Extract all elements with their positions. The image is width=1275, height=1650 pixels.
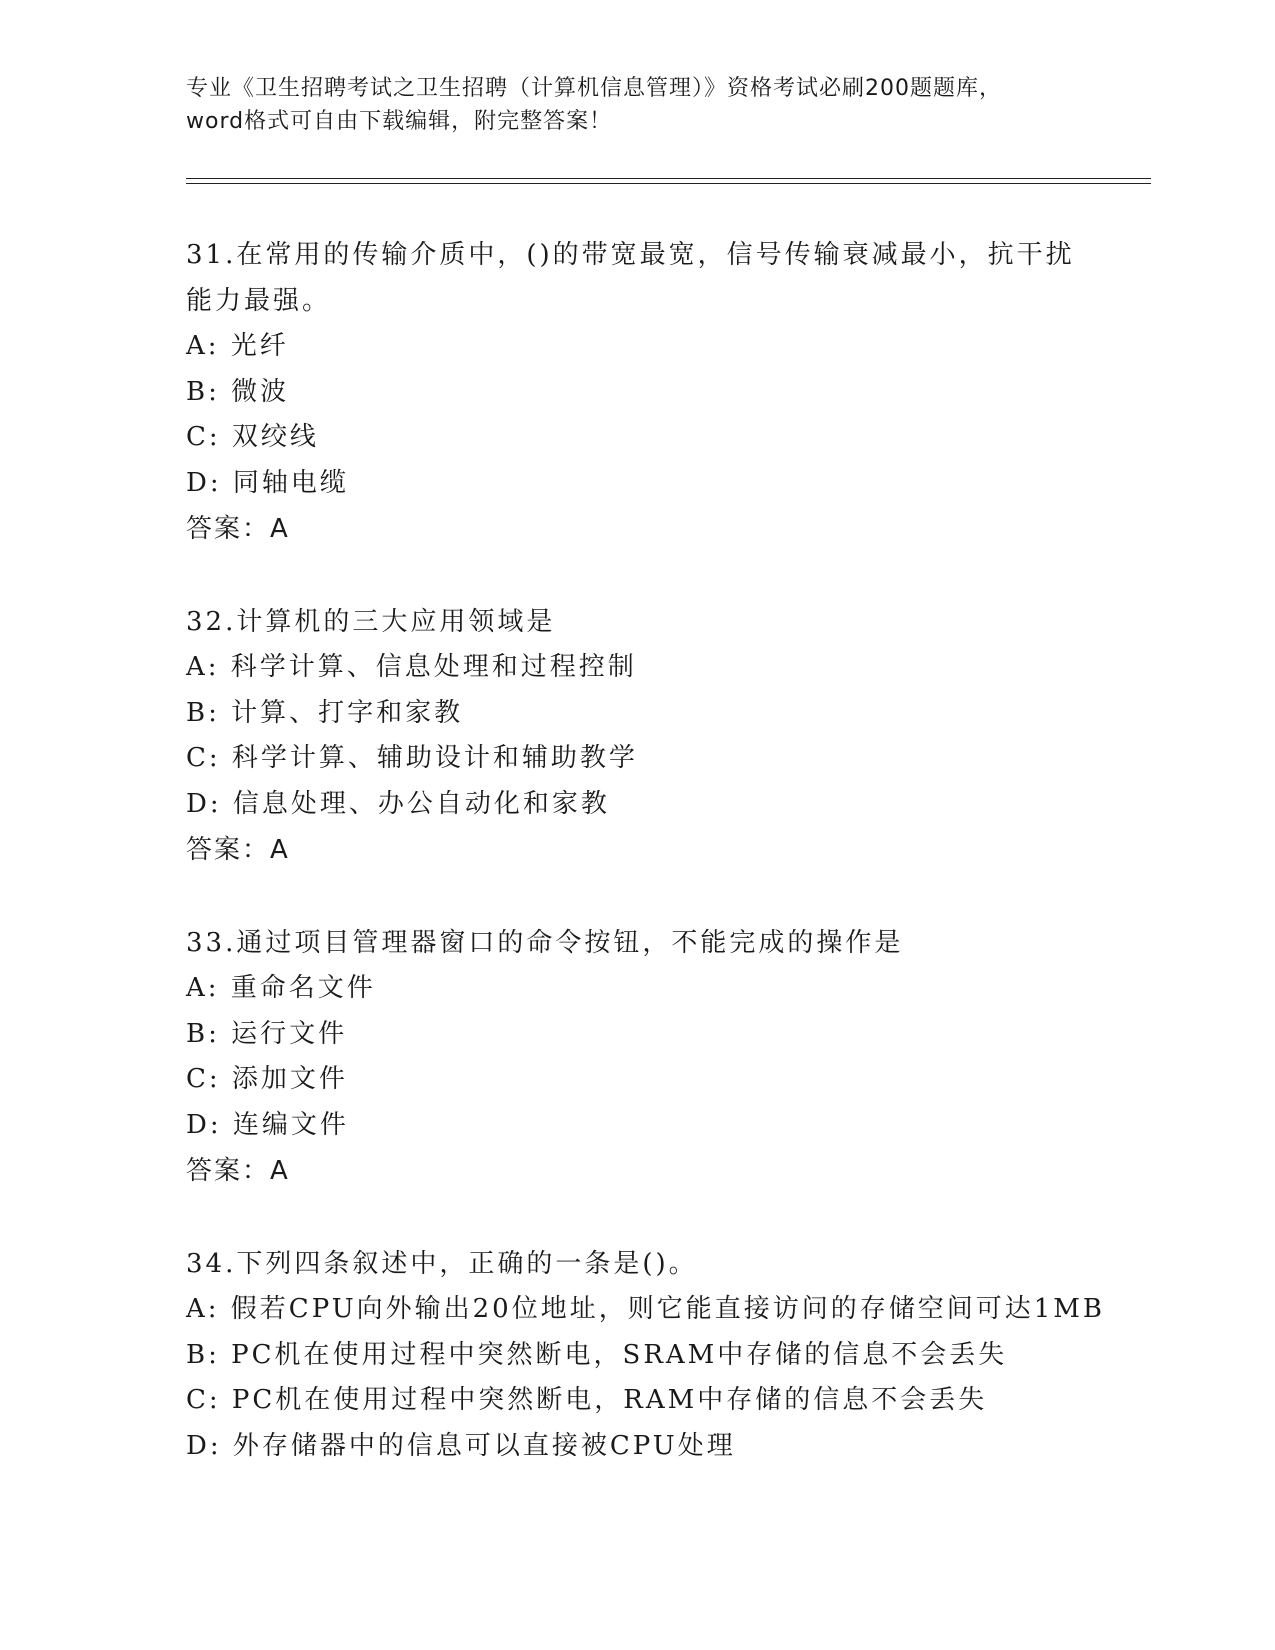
option-d: D: 连编文件: [186, 1109, 349, 1140]
option-a: A: 光纤: [186, 331, 289, 361]
question-31: [186, 232, 1086, 552]
option-a: A: 科学计算、信息处理和过程控制: [186, 652, 637, 682]
option-d: D: 信息处理、办公自动化和家教: [186, 788, 610, 819]
answer-label: 答案：A: [186, 835, 290, 865]
header-line-2: word格式可自由下载编辑，附完整答案！: [186, 109, 613, 134]
option-a: A: 重命名文件: [186, 973, 376, 1003]
question-text: 32.计算机的三大应用领域是: [186, 607, 556, 637]
header-divider-bottom: [186, 183, 1151, 184]
question-33: [186, 920, 1086, 1194]
question-list: [186, 232, 1105, 1516]
question-34: [186, 1241, 1105, 1469]
question-text: 31.在常用的传输介质中，()的带宽最宽，信号传输衰减最小，抗干扰能力最强。: [186, 240, 1075, 316]
question-text: 33.通过项目管理器窗口的命令按钮，不能完成的操作是: [186, 928, 904, 958]
option-c: C: 添加文件: [186, 1064, 348, 1094]
answer-label: 答案：A: [186, 514, 290, 544]
question-text: 34.下列四条叙述中，正确的一条是()。: [186, 1249, 698, 1279]
option-b: B: 计算、打字和家教: [186, 697, 464, 728]
option-d: D: 外存储器中的信息可以直接被CPU处理: [186, 1430, 736, 1461]
option-c: C: PC机在使用过程中突然断电，RAM中存储的信息不会丢失: [186, 1385, 988, 1415]
option-b: B: 运行文件: [186, 1018, 348, 1049]
option-b: B: PC机在使用过程中突然断电，SRAM中存储的信息不会丢失: [186, 1339, 1008, 1370]
answer-label: 答案：A: [186, 1156, 290, 1186]
option-a: A: 假若CPU向外输出20位地址，则它能直接访问的存储空间可达1MB: [186, 1294, 1105, 1324]
header-divider-top: [186, 178, 1151, 179]
option-c: C: 双绞线: [186, 422, 319, 452]
header-line-1: 专业《卫生招聘考试之卫生招聘（计算机信息管理）》资格考试必刷200题题库，: [186, 76, 1002, 101]
document-header: [186, 72, 1086, 138]
option-d: D: 同轴电缆: [186, 467, 349, 498]
option-b: B: 微波: [186, 376, 290, 407]
question-32: [186, 599, 1086, 873]
option-c: C: 科学计算、辅助设计和辅助教学: [186, 743, 638, 773]
